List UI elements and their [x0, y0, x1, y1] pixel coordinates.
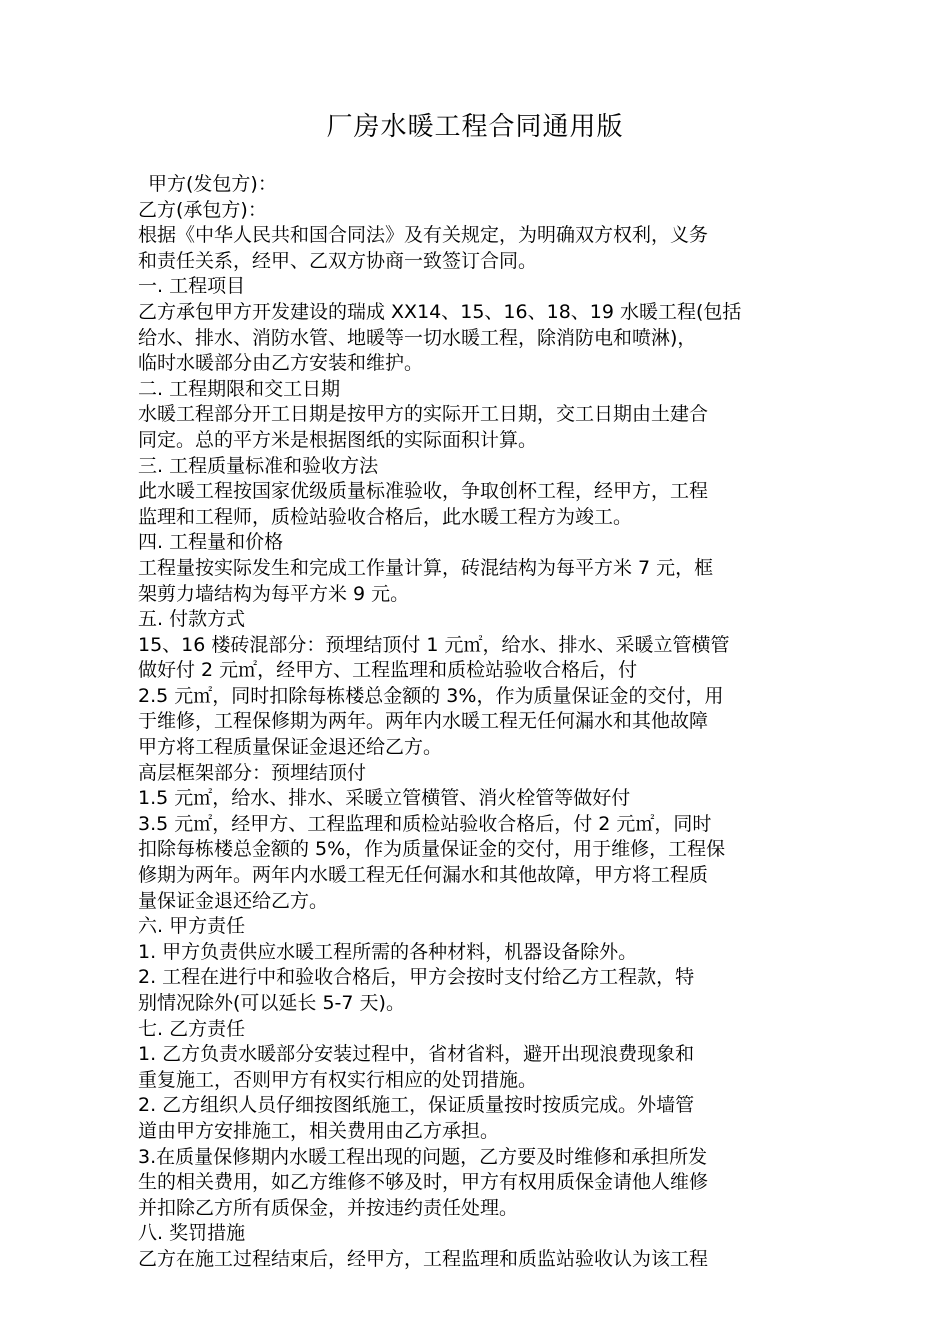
document-line: 监理和工程师，质检站验收合格后，此水暖工程方为竣工。 — [138, 505, 633, 528]
document-line: 高层框架部分：预埋结顶付 — [138, 761, 367, 784]
document-line: 扣除每栋楼总金额的 5%，作为质量保证金的交付，用于维修，工程保 — [138, 838, 726, 861]
document-line: 于维修，工程保修期为两年。两年内水暖工程无任何漏水和其他故障 — [138, 710, 709, 733]
document-line: 2. 乙方组织人员仔细按图纸施工，保证质量按时按质完成。外墙管 — [138, 1094, 695, 1117]
document-line: 八. 奖罚措施 — [138, 1222, 246, 1245]
document-line: 乙方(承包方)： — [138, 198, 267, 221]
document-line: 根据《中华人民共和国合同法》及有关规定，为明确双方权利，义务 — [138, 224, 709, 247]
document-line: 六. 甲方责任 — [138, 915, 246, 938]
document-line: 并扣除乙方所有质保金，并按违约责任处理。 — [138, 1196, 519, 1219]
document-line: 和责任关系，经甲、乙双方协商一致签订合同。 — [138, 249, 538, 272]
document-line: 三. 工程质量标准和验收方法 — [138, 454, 379, 477]
document-line: 水暖工程部分开工日期是按甲方的实际开工日期，交工日期由土建合 — [138, 403, 709, 426]
document-line: 重复施工，否则甲方有权实行相应的处罚措施。 — [138, 1068, 538, 1091]
document-line: 3.在质量保修期内水暖工程出现的问题，乙方要及时维修和承担所发 — [138, 1145, 708, 1168]
document-line: 同定。总的平方米是根据图纸的实际面积计算。 — [138, 428, 538, 451]
document-line: 二. 工程期限和交工日期 — [138, 377, 341, 400]
document-line: 甲方将工程质量保证金退还给乙方。 — [138, 736, 443, 759]
document-title: 厂房水暖工程合同通用版 — [326, 112, 624, 142]
document-line: 做好付 2 元㎡，经甲方、工程监理和质检站验收合格后，付 — [138, 659, 638, 682]
document-line: 此水暖工程按国家优级质量标准验收，争取创杯工程，经甲方，工程 — [138, 480, 709, 503]
document-line: 1.5 元㎡，给水、排水、采暖立管横管、消火栓管等做好付 — [138, 787, 631, 810]
document-line: 3.5 元㎡，经甲方、工程监理和质检站验收合格后，付 2 元㎡，同时 — [138, 812, 712, 835]
document-line: 七. 乙方责任 — [138, 1017, 246, 1040]
document-line: 别情况除外(可以延长 5-7 天)。 — [138, 992, 405, 1014]
document-line: 道由甲方安排施工，相关费用由乙方承担。 — [138, 1119, 500, 1142]
document-body — [138, 172, 818, 1273]
document-line: 临时水暖部分由乙方安装和维护。 — [138, 352, 424, 375]
document-line: 甲方(发包方)： — [148, 173, 277, 195]
document-line: 架剪力墙结构为每平方米 9 元。 — [138, 582, 410, 605]
document-line: 乙方在施工过程结束后，经甲方，工程监理和质监站验收认为该工程 — [138, 1247, 709, 1270]
document-line: 生的相关费用，如乙方维修不够及时，甲方有权用质保金请他人维修 — [138, 1171, 709, 1194]
document-line: 工程量按实际发生和完成工作量计算，砖混结构为每平方米 7 元，框 — [138, 556, 714, 579]
document-line: 给水、排水、消防水管、地暖等一切水暖工程，除消防电和喷淋)， — [138, 326, 697, 349]
document-line: 一. 工程项目 — [138, 275, 246, 298]
document-line: 五. 付款方式 — [138, 608, 246, 631]
document-line: 2.5 元㎡，同时扣除每栋楼总金额的 3%，作为质量保证金的交付，用 — [138, 684, 724, 707]
document-line: 修期为两年。两年内水暖工程无任何漏水和其他故障，甲方将工程质 — [138, 864, 709, 887]
document-line: 2. 工程在进行中和验收合格后，甲方会按时支付给乙方工程款，特 — [138, 966, 695, 989]
document-line: 1. 乙方负责水暖部分安装过程中，省材省料，避开出现浪费现象和 — [138, 1043, 695, 1066]
document-line: 四. 工程量和价格 — [138, 531, 284, 554]
document-line: 15、16 楼砖混部分：预埋结顶付 1 元㎡，给水、排水、采暖立管横管 — [138, 633, 730, 656]
document-line: 量保证金退还给乙方。 — [138, 889, 329, 912]
document-line: 1. 甲方负责供应水暖工程所需的各种材料，机器设备除外。 — [138, 940, 638, 963]
document-line: 乙方承包甲方开发建设的瑞成 XX14、15、16、18、19 水暖工程(包括 — [138, 300, 742, 323]
